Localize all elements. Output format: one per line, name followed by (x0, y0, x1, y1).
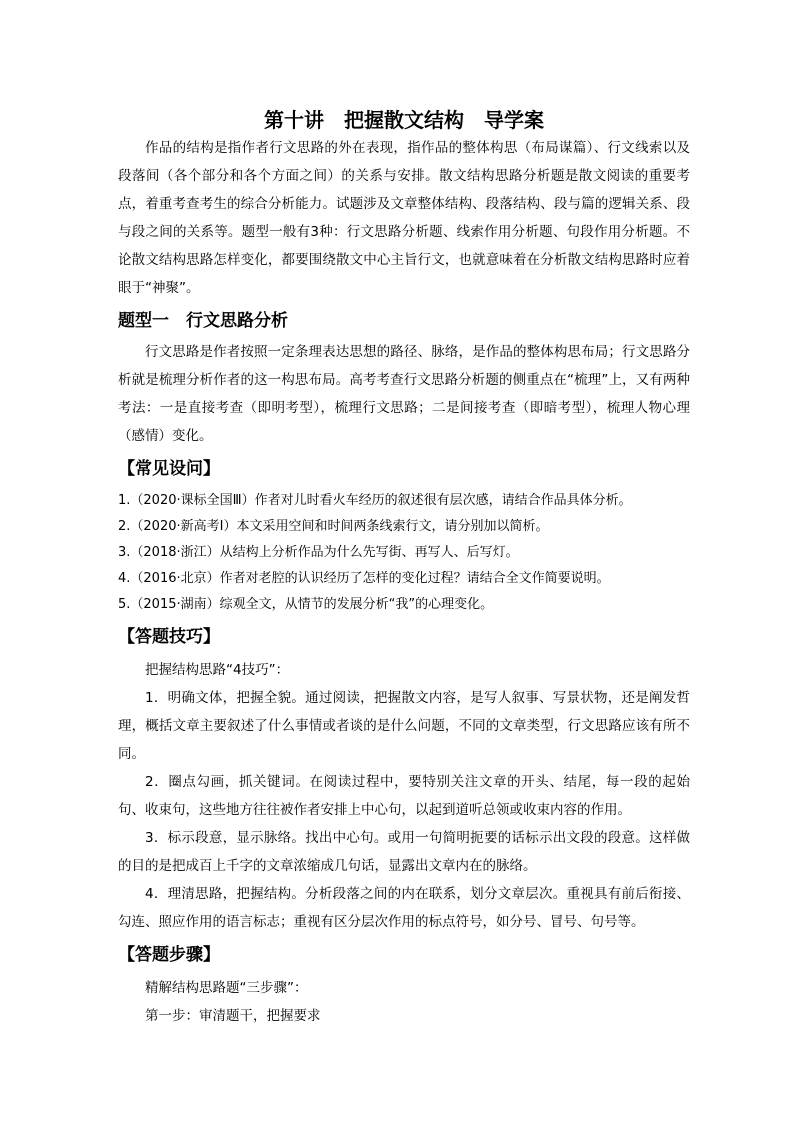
steps-heading: 【答题步骤】 (118, 945, 220, 965)
section-heading-type-one: 题型一 行文思路分析 (118, 311, 288, 331)
list-item: 5.（2015·湖南）综观全文，从情节的发展分析“我”的心理变化。 (118, 597, 494, 612)
document-page (118, 96, 690, 1030)
skill-item: 3．标示段意，显示脉络。找出中心句。或用一句简明扼要的话标示出文段的段意。这样做的目的是把成百上千字的文章浓缩成几句话，显露出文章内在的脉络。 (118, 830, 690, 874)
common-questions-list (118, 488, 690, 618)
page-title: 第十讲 把握散文结构 导学案 (264, 108, 544, 132)
skill-item: 2．圈点勾画，抓关键词。在阅读过程中，要特别关注文章的开头、结尾，每一段的起始句、收束句，这些地方往往被作者安排上中心句，以起到道听总领或收束内容的作用。 (118, 774, 690, 818)
list-item: 2.（2020·新高考Ⅰ）本文采用空间和时间两条线索行文，请分别加以简析。 (118, 519, 549, 534)
step-one: 第一步：审清题干，把握要求 (145, 1008, 321, 1024)
skill-item: 1．明确文体，把握全貌。通过阅读，把握散文内容，是写人叙事、写景状物，还是阐发哲理，概括文章主要叙述了什么事情或者谈的是什么问题，不同的文章类型，行文思路应该有所不同。 (118, 690, 690, 762)
list-item: 3.（2018·浙江）从结构上分析作品为什么先写街、再写人、后写灯。 (118, 545, 519, 560)
common-questions-heading: 【常见设问】 (118, 459, 220, 479)
list-item: 1.（2020·课标全国Ⅲ）作者对儿时看火车经历的叙述很有层次感，请结合作品具体分析。 (118, 493, 632, 508)
skill-item: 4．理清思路，把握结构。分析段落之间的内在联系，划分文章层次。重视具有前后衔接、勾连、照应作用的语言标志；重视有区分层次作用的标点符号，如分号、冒号、句号等。 (118, 886, 690, 930)
steps-lead: 精解结构思路题“三步骤”： (145, 980, 308, 996)
section-description: 行文思路是作者按照一定条理表达思想的路径、脉络，是作品的整体构思布局；行文思路分析就是梳理分析作者的这一构思布局。高考考查行文思路分析题的侧重点在“梳理”上，又有两种考法：一是直接考查（即明考型），梳理行文思路；二是间接考查（即暗考型），梳理人物心理（感情）变化。 (118, 344, 690, 444)
list-item: 4.（2016·北京）作者对老腔的认识经历了怎样的变化过程？请结合全文作简要说明。 (118, 571, 610, 586)
intro-paragraph: 作品的结构是指作者行文思路的外在表现，指作品的整体构思（布局谋篇）、行文线索以及段落间（各个部分和各个方面之间）的关系与安排。散文结构思路分析题是散文阅读的重要考点，着重考查考生的综合分析能力。试题涉及文章整体结构、段落结构、段与篇的逻辑关系、段与段之间的关系等。题型一般有3种：行文思路分析题、线索作用分析题、句段作用分析题。不论散文结构思路怎样变化，都要围绕散文中心主旨行文，也就意味着在分析散文结构思路时应着眼于“神聚”。 (118, 140, 690, 296)
skills-heading: 【答题技巧】 (118, 627, 220, 647)
skills-lead: 把握结构思路“4技巧”： (145, 662, 290, 678)
